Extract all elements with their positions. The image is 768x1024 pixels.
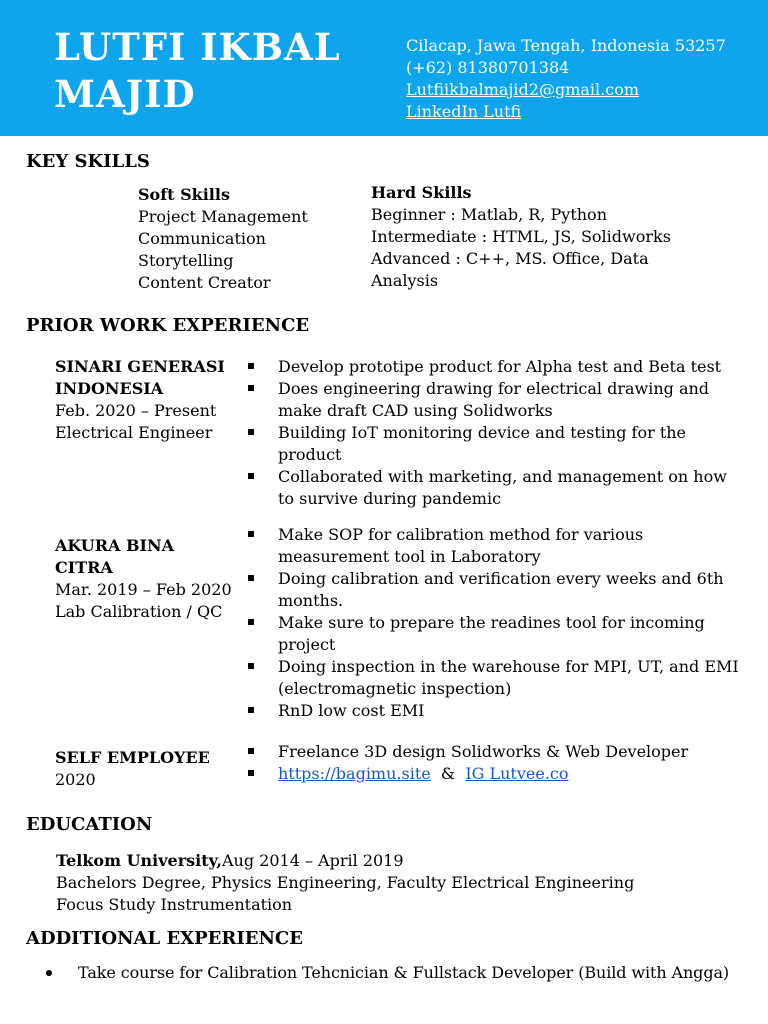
square-bullet-icon xyxy=(248,429,254,435)
job-period: Mar. 2019 – Feb 2020 xyxy=(55,580,232,599)
soft-skill-item: Content Creator xyxy=(138,273,271,292)
job-2-info xyxy=(55,535,255,623)
education-period: Aug 2014 – April 2019 xyxy=(221,851,404,870)
phone: (+62) 81380701384 xyxy=(406,58,570,77)
bullet-item: Does engineering drawing for electrical drawing and make draft CAD using Solidworks xyxy=(278,378,748,422)
bullet-item: Make SOP for calibration method for various measurement tool in Laboratory xyxy=(278,524,748,568)
name-line-2: MAJID xyxy=(54,72,196,116)
company-name: SELF EMPLOYEE xyxy=(55,748,210,767)
soft-skills-title: Soft Skills xyxy=(138,185,230,204)
bullet-item: Building IoT monitoring device and testing for the product xyxy=(278,422,748,466)
soft-skills xyxy=(138,184,358,294)
bullet-item: Doing calibration and verification every weeks and 6th months. xyxy=(278,568,748,612)
degree: Bachelors Degree, Physics Engineering, Faculty Electrical Engineering xyxy=(56,873,635,892)
linkedin-link[interactable]: LinkedIn Lutfi xyxy=(406,102,522,121)
instagram-link[interactable]: IG Lutvee.co xyxy=(465,764,569,783)
bullet-item: RnD low cost EMI xyxy=(278,700,748,722)
candidate-name xyxy=(54,24,384,118)
job-1-bullets xyxy=(278,356,748,510)
hard-skills xyxy=(371,182,711,292)
bullet-item: Doing inspection in the warehouse for MPI, UT, and EMI (electromagnetic inspection) xyxy=(278,656,748,700)
hard-skill-item: Intermediate : HTML, JS, Solidworks xyxy=(371,227,671,246)
soft-skill-item: Project Management xyxy=(138,207,308,226)
bullet-item xyxy=(278,763,748,785)
company-name: CITRA xyxy=(55,558,113,577)
square-bullet-icon xyxy=(248,663,254,669)
job-period: Feb. 2020 – Present xyxy=(55,401,217,420)
school-name: Telkom University, xyxy=(56,851,222,870)
additional-item: Take course for Calibration Tehcnician & Fullstack Developer (Build with Angga) xyxy=(78,963,730,982)
round-bullet-icon xyxy=(46,970,52,976)
email-link[interactable]: Lutfiikbalmajid2@gmail.com xyxy=(406,80,639,99)
soft-skill-item: Communication xyxy=(138,229,266,248)
company-name: INDONESIA xyxy=(55,379,164,398)
bullet-item: Freelance 3D design Solidworks & Web Developer xyxy=(278,741,748,763)
work-title: PRIOR WORK EXPERIENCE xyxy=(26,315,310,336)
ampersand: & xyxy=(440,764,456,783)
bullet-item: Develop prototipe product for Alpha test and Beta test xyxy=(278,356,748,378)
job-role: Electrical Engineer xyxy=(55,423,213,442)
hard-skills-title: Hard Skills xyxy=(371,183,472,202)
education-title: EDUCATION xyxy=(26,814,153,835)
company-name: SINARI GENERASI xyxy=(55,357,225,376)
square-bullet-icon xyxy=(248,363,254,369)
job-3-info xyxy=(55,747,255,791)
key-skills-title: KEY SKILLS xyxy=(26,151,150,172)
address: Cilacap, Jawa Tengah, Indonesia 53257 xyxy=(406,36,726,55)
hard-skill-item: Advanced : C++, MS. Office, Data xyxy=(371,249,649,268)
hard-skill-item: Analysis xyxy=(371,271,439,290)
header-banner xyxy=(0,0,768,136)
education-details xyxy=(56,850,756,916)
job-3-bullets xyxy=(278,741,748,785)
company-name: AKURA BINA xyxy=(55,536,175,555)
square-bullet-icon xyxy=(248,531,254,537)
square-bullet-icon xyxy=(248,619,254,625)
square-bullet-icon xyxy=(248,707,254,713)
bullet-item: Collaborated with marketing, and management on how to survive during pandemic xyxy=(278,466,748,510)
hard-skill-item: Beginner : Matlab, R, Python xyxy=(371,205,607,224)
job-2-bullets xyxy=(278,524,748,722)
square-bullet-icon xyxy=(248,575,254,581)
focus-study: Focus Study Instrumentation xyxy=(56,895,293,914)
square-bullet-icon xyxy=(248,770,254,776)
bullet-item: Make sure to prepare the readines tool for incoming project xyxy=(278,612,748,656)
additional-title: ADDITIONAL EXPERIENCE xyxy=(26,928,303,949)
job-1-info xyxy=(55,356,245,444)
job-role: Lab Calibration / QC xyxy=(55,602,223,621)
square-bullet-icon xyxy=(248,748,254,754)
name-line-1: LUTFI IKBAL xyxy=(54,25,341,69)
contact-info xyxy=(406,35,756,123)
square-bullet-icon xyxy=(248,385,254,391)
website-link[interactable]: https://bagimu.site xyxy=(278,764,431,783)
soft-skill-item: Storytelling xyxy=(138,251,234,270)
job-period: 2020 xyxy=(55,770,96,789)
square-bullet-icon xyxy=(248,473,254,479)
